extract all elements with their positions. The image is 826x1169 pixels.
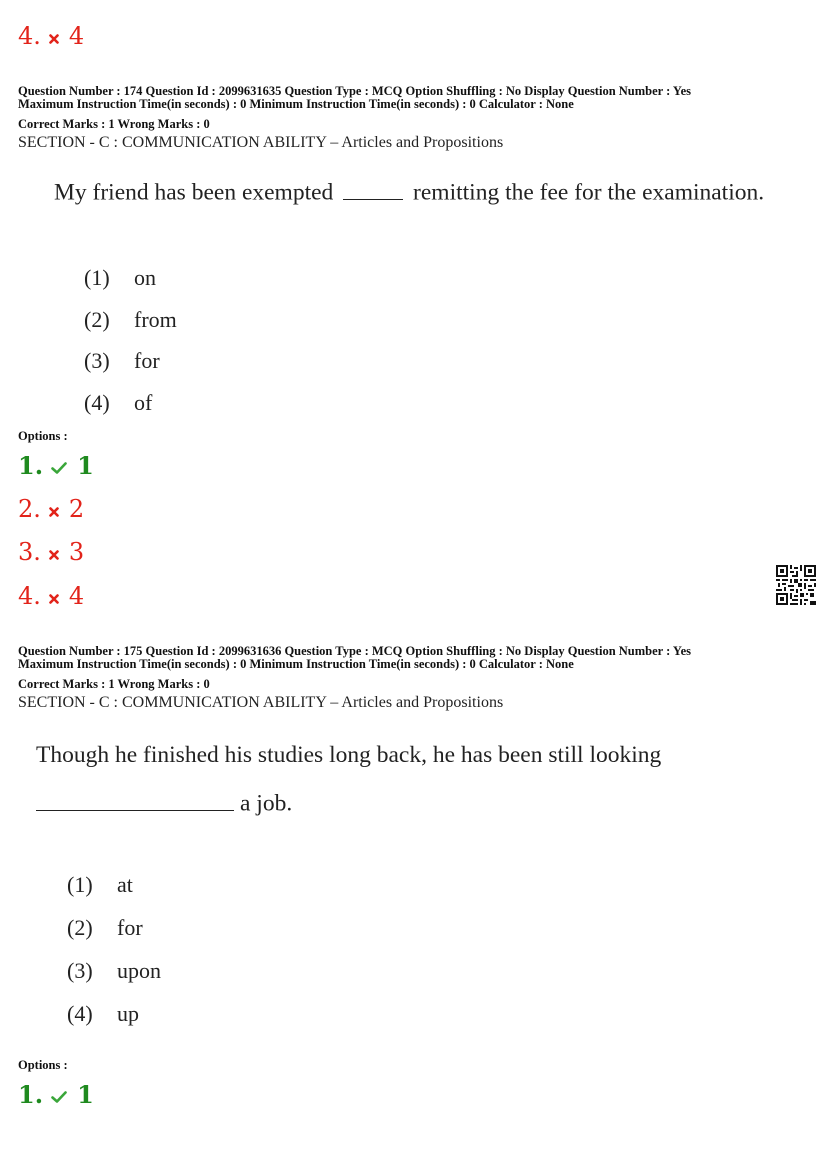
option-row (18, 582, 84, 610)
option-row (18, 452, 94, 480)
choice-text: for (117, 915, 143, 940)
option-number: 1. (18, 1080, 44, 1109)
qr-code-icon (776, 565, 816, 605)
choice-item (84, 265, 156, 291)
cross-icon (49, 495, 59, 523)
option-value: 2 (68, 495, 85, 523)
choice-number: (4) (67, 1001, 93, 1026)
choice-item (67, 1001, 139, 1027)
choice-number: (3) (84, 348, 110, 373)
choice-item (84, 348, 160, 374)
section-title: SECTION - C : COMMUNICATION ABILITY – Articles and Propositions (18, 134, 504, 151)
choice-item (84, 390, 152, 416)
choice-text: up (117, 1001, 139, 1026)
question-text-line1: Though he finished his studies long back, he has been still looking (36, 742, 662, 768)
question-text-after: remitting the fee for the examination. (413, 179, 765, 206)
option-value: 3 (68, 538, 85, 566)
choice-number: (2) (84, 307, 110, 332)
option-value: 1 (77, 1080, 94, 1109)
option-row (18, 22, 84, 50)
option-row (18, 495, 84, 523)
choice-text: upon (117, 958, 161, 983)
answer-blank (36, 786, 234, 811)
question-text (54, 175, 764, 207)
choice-text: at (117, 872, 133, 897)
section-title: SECTION - C : COMMUNICATION ABILITY – Articles and Propositions (18, 694, 504, 711)
question-meta-line1: Question Number : 174 Question Id : 2099631635 Question Type : MCQ Option Shuffling : No Display Question Number : Yes (18, 84, 691, 98)
choice-item (67, 872, 133, 898)
option-number: 1. (18, 451, 44, 480)
option-value: 1 (77, 451, 94, 480)
choice-text: for (134, 348, 160, 373)
option-number: 3. (18, 538, 41, 566)
cross-icon (49, 582, 59, 610)
question-meta-line1: Question Number : 175 Question Id : 2099631636 Question Type : MCQ Option Shuffling : No Display Question Number : Yes (18, 644, 691, 658)
choice-number: (3) (67, 958, 93, 983)
question-marks: Correct Marks : 1 Wrong Marks : 0 (18, 677, 210, 691)
cross-icon (49, 538, 59, 566)
choice-item (67, 958, 161, 984)
choice-text: on (134, 265, 156, 290)
question-text-after: a job. (240, 790, 293, 817)
question-text-before: My friend has been exempted (54, 179, 334, 206)
choice-item (67, 915, 143, 941)
choice-number: (1) (67, 872, 93, 897)
question-meta-line2: Maximum Instruction Time(in seconds) : 0 Minimum Instruction Time(in seconds) : 0 Calculator : None (18, 97, 574, 111)
option-value: 4 (68, 582, 85, 610)
option-row (18, 538, 84, 566)
choice-number: (1) (84, 265, 110, 290)
question-marks: Correct Marks : 1 Wrong Marks : 0 (18, 117, 210, 131)
option-number: 4. (18, 22, 41, 50)
option-number: 2. (18, 495, 41, 523)
check-icon (51, 1081, 67, 1109)
question-text-line2 (36, 786, 292, 818)
option-row (18, 1081, 94, 1109)
options-label: Options : (18, 429, 68, 443)
choice-number: (4) (84, 390, 110, 415)
option-number: 4. (18, 582, 41, 610)
cross-icon (49, 22, 59, 50)
choice-item (84, 307, 177, 333)
options-label: Options : (18, 1058, 68, 1072)
check-icon (51, 452, 67, 480)
choice-text: from (134, 307, 177, 332)
option-value: 4 (68, 22, 85, 50)
question-meta-line2: Maximum Instruction Time(in seconds) : 0 Minimum Instruction Time(in seconds) : 0 Calculator : None (18, 657, 574, 671)
answer-blank (343, 175, 403, 200)
choice-text: of (134, 390, 153, 415)
choice-number: (2) (67, 915, 93, 940)
